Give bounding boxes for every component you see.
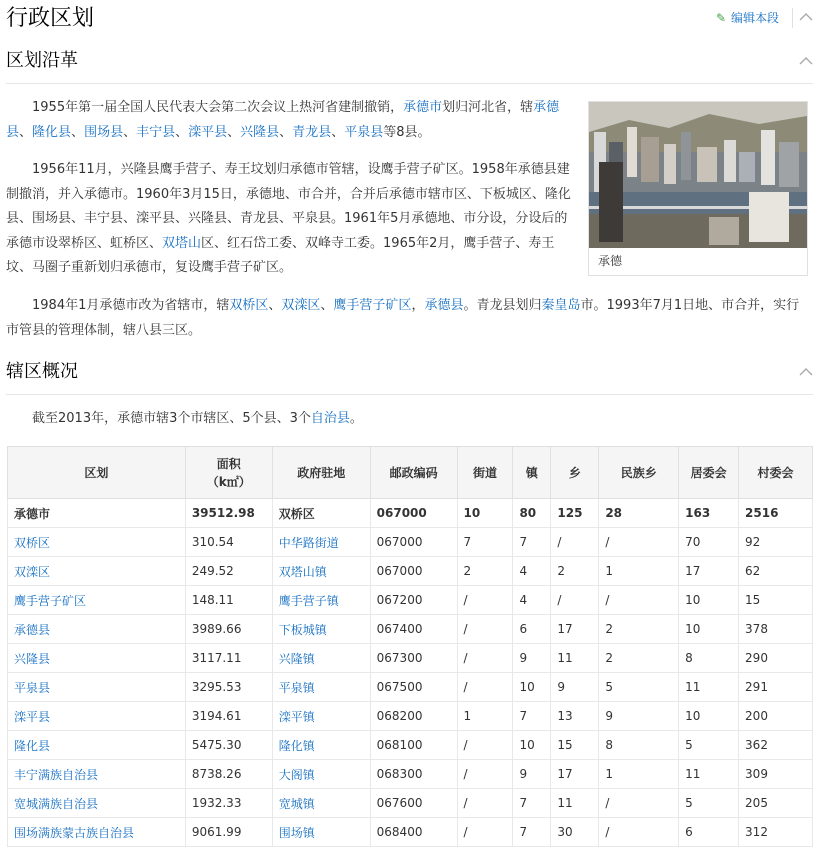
table-cell: 6 [513,615,551,644]
table-cell: / [457,586,513,615]
collapse-history-chevron-up-icon[interactable] [799,56,813,65]
table-cell: / [457,644,513,673]
table-cell: 4 [513,557,551,586]
table-cell: 9 [513,760,551,789]
inline-link[interactable]: 自治县 [310,411,350,426]
seat-link[interactable]: 鹰手营子镇 [278,593,339,608]
table-cell: 62 [739,557,813,586]
collapse-overview-chevron-up-icon[interactable] [799,367,813,376]
table-row [8,615,813,644]
table-cell: 068400 [370,818,457,847]
table-row [8,528,813,557]
table-cell: 30 [551,818,599,847]
table-cell: 1 [457,702,513,731]
inline-link[interactable]: 双滦区 [281,298,321,313]
table-cell: 10 [679,586,739,615]
table-cell: 17 [679,557,739,586]
table-cell: 5 [679,789,739,818]
table-cell: 148.11 [185,586,272,615]
table-cell: 9 [513,644,551,673]
seat-link[interactable]: 中华路街道 [278,535,339,550]
table-cell: 17 [551,615,599,644]
table-cell: 067600 [370,789,457,818]
table-cell: 8 [679,644,739,673]
seat-link[interactable]: 双塔山镇 [278,564,327,579]
table-header-row [8,447,813,499]
table-cell: 2 [551,557,599,586]
text-run: 、 [320,298,334,313]
column-header: 居委会 [679,447,739,499]
table-cell: 10 [513,731,551,760]
table-cell: 362 [739,731,813,760]
table-row [8,702,813,731]
inline-link[interactable]: 承德县 [6,100,560,140]
column-header: 邮政编码 [370,447,457,499]
table-cell [272,528,370,557]
table-cell: 3989.66 [185,615,272,644]
table-row [8,499,813,528]
text-run: 划归河北省，辖 [442,100,534,115]
table-cell: 067000 [370,499,457,528]
district-link[interactable]: 滦平县 [14,709,51,724]
table-body [8,499,813,847]
table-cell: 7 [513,702,551,731]
text-run: 区、红石岱工委、双峰寺工委。1965年2月，鹰手营子、寿王坟、马圈子重新划归承德市，复设鹰手营子矿区。 [6,235,555,275]
column-header: 政府驻地 [272,447,370,499]
table-cell: 11 [551,789,599,818]
table-cell: 068100 [370,731,457,760]
table-cell [272,586,370,615]
inline-link[interactable]: 双桥区 [229,298,269,313]
table-cell: 5 [599,673,679,702]
table-cell [8,818,186,847]
table-cell: / [457,789,513,818]
district-link[interactable]: 宽城满族自治县 [14,796,99,811]
table-cell: 9061.99 [185,818,272,847]
table-cell [272,557,370,586]
table-cell [272,615,370,644]
district-link[interactable]: 围场满族蒙古族自治县 [14,825,135,840]
overview-intro [6,407,806,432]
text-run: 、 [268,298,282,313]
table-cell: 1 [599,557,679,586]
column-header: 民族乡 [599,447,679,499]
city-photo-figure[interactable] [588,101,808,276]
table-cell: 125 [551,499,599,528]
district-link[interactable]: 丰宁满族自治县 [14,767,99,782]
history-paragraph-1 [6,96,566,145]
table-cell: 11 [551,644,599,673]
table-row [8,731,813,760]
table-cell: 291 [739,673,813,702]
district-link[interactable]: 双桥区 [14,535,51,550]
table-cell: 8 [599,731,679,760]
seat-link[interactable]: 下板城镇 [278,622,327,637]
inline-link[interactable]: 围场县 [84,124,124,140]
table-cell: 2 [457,557,513,586]
table-cell: 6 [679,818,739,847]
table-cell: 39512.98 [185,499,272,528]
table-cell: / [457,731,513,760]
table-cell: 5475.30 [185,731,272,760]
table-cell: / [599,818,679,847]
table-cell: 10 [679,702,739,731]
table-cell: 92 [739,528,813,557]
district-link[interactable]: 双滦区 [14,564,51,579]
table-row [8,557,813,586]
table-cell: 3295.53 [185,673,272,702]
table-cell: 2516 [739,499,813,528]
text-run: 市。1993年7月1日地、市合并，实行市管县的管理体制，辖八县三区。 [6,298,800,338]
inline-link[interactable]: 秦皇岛 [541,298,581,313]
pencil-icon: ✎ [715,11,727,25]
district-link[interactable]: 隆化县 [14,738,51,753]
seat-link[interactable]: 隆化镇 [278,738,315,753]
inline-link[interactable]: 青龙县 [292,124,332,140]
section-title-overview: 辖区概况 [6,361,78,382]
table-cell: 15 [739,586,813,615]
table-cell: 9 [599,702,679,731]
text-run: 等8县。 [383,124,431,140]
text-run: 。 [349,411,363,426]
table-cell: 13 [551,702,599,731]
inline-link[interactable]: 鹰手营子矿区 [333,298,412,313]
photo-caption: 承德 [598,254,623,268]
table-cell: 310.54 [185,528,272,557]
table-cell: 067300 [370,644,457,673]
text-run: 、 [279,124,293,140]
text-run: 、 [331,124,345,140]
seat-link[interactable]: 平泉镇 [278,680,315,695]
table-cell: 290 [739,644,813,673]
table-cell: 15 [551,731,599,760]
table-cell: 2 [599,644,679,673]
section-divider [6,394,813,395]
table-cell: / [457,818,513,847]
table-cell [8,557,186,586]
inline-link[interactable]: 丰宁县 [136,124,176,140]
inline-link[interactable]: 承德市 [403,100,443,115]
table-cell [8,528,186,557]
district-link[interactable]: 鹰手营子矿区 [14,593,87,608]
inline-link[interactable]: 双塔山 [162,235,202,251]
inline-link[interactable]: 兴隆县 [240,124,280,140]
table-cell: 3194.61 [185,702,272,731]
table-cell [8,586,186,615]
seat-link[interactable]: 围场镇 [278,825,315,840]
table-cell: 163 [679,499,739,528]
table-cell [272,818,370,847]
table-cell: 067000 [370,557,457,586]
table-cell: 9 [551,673,599,702]
history-paragraph-3 [6,294,806,343]
table-cell [272,644,370,673]
table-cell [8,644,186,673]
table-cell: 10 [679,615,739,644]
table-cell [272,731,370,760]
table-cell: 11 [679,760,739,789]
column-header: 区划 [8,447,186,499]
table-cell: / [457,760,513,789]
seat-link[interactable]: 兴隆镇 [278,651,315,666]
table-cell: / [551,586,599,615]
table-cell [8,760,186,789]
table-cell: / [457,673,513,702]
district-link[interactable]: 承德县 [14,622,51,637]
table-cell: 70 [679,528,739,557]
table-cell: / [599,586,679,615]
table-cell: / [599,528,679,557]
edit-label: 编辑本段 [730,11,779,25]
history-paragraph-2 [6,158,571,281]
table-cell: 10 [457,499,513,528]
table-cell: 068200 [370,702,457,731]
table-cell: 067000 [370,528,457,557]
text-run: 截至2013年，承德市辖3个市辖区、5个县、3个 [32,411,311,426]
text-run: 、 [123,124,137,140]
table-cell [8,673,186,702]
table-cell: 11 [679,673,739,702]
table-cell: 承德市 [8,499,186,528]
table-cell [272,789,370,818]
column-header: 街道 [457,447,513,499]
table-cell [272,673,370,702]
page-title: 行政区划 [6,6,95,31]
inline-link[interactable]: 平泉县 [344,124,384,140]
table-cell: 249.52 [185,557,272,586]
table-cell: 3117.11 [185,644,272,673]
seat-link[interactable]: 大阁镇 [278,767,315,782]
table-cell: 28 [599,499,679,528]
table-cell: 17 [551,760,599,789]
text-run: 、 [19,124,33,140]
table-row [8,760,813,789]
table-cell: 4 [513,586,551,615]
table-cell: 7 [513,818,551,847]
table-cell: 067200 [370,586,457,615]
table-cell: 7 [457,528,513,557]
section-divider [6,83,813,84]
table-cell [8,789,186,818]
table-cell: 双桥区 [272,499,370,528]
table-cell: 1932.33 [185,789,272,818]
table-cell [8,702,186,731]
table-row [8,673,813,702]
column-header: 乡 [551,447,599,499]
table-cell: 10 [513,673,551,702]
district-link[interactable]: 兴隆县 [14,651,51,666]
table-cell: 312 [739,818,813,847]
table-cell: 2 [599,615,679,644]
table-cell: 8738.26 [185,760,272,789]
table-cell [8,731,186,760]
column-header: 村委会 [739,447,813,499]
toolbar-divider [792,8,793,28]
seat-link[interactable]: 滦平镇 [278,709,315,724]
table-cell: 1 [599,760,679,789]
table-cell: 205 [739,789,813,818]
seat-link[interactable]: 宽城镇 [278,796,315,811]
table-cell: 80 [513,499,551,528]
table-cell: / [599,789,679,818]
table-row [8,789,813,818]
text-run: 、 [227,124,241,140]
text-run: 1984年1月承德市改为省辖市，辖 [32,298,230,313]
text-run: 。青龙县划归 [463,298,542,313]
collapse-page-chevron-up-icon[interactable] [799,12,813,21]
table-cell: 378 [739,615,813,644]
column-header: 面积 （k㎡） [185,447,272,499]
table-cell: 067500 [370,673,457,702]
text-run: ， [411,298,425,313]
text-run: 、 [71,124,85,140]
city-photo[interactable] [589,102,807,248]
inline-link[interactable]: 滦平县 [188,124,228,140]
table-row [8,818,813,847]
district-link[interactable]: 平泉县 [14,680,51,695]
table-row [8,644,813,673]
table-row [8,586,813,615]
table-cell: 200 [739,702,813,731]
text-run: 1955年第一届全国人民代表大会第二次会议上热河省建制撤销， [32,100,404,115]
table-cell: / [551,528,599,557]
text-run: 1956年11月，兴隆县鹰手营子、寿王坟划归承德市管辖，设鹰手营子矿区。1958年承德县建制撤消，并入承德市。1960年3月15日，承德地、市合并，合并后承德市辖市区、下板城区、隆化县、围场县、丰宁县、滦平县、兴隆县、青龙县、平泉县。1961年5月承德地、市分设，分设后的承德市设翠桥区、虹桥区、 [6,162,571,251]
table-cell: 309 [739,760,813,789]
inline-link[interactable]: 隆化县 [32,124,72,140]
inline-link[interactable]: 承德县 [424,298,464,313]
table-cell: 7 [513,528,551,557]
table-cell: / [457,615,513,644]
edit-section-button[interactable] [716,9,779,27]
column-header: 镇 [513,447,551,499]
table-cell [8,615,186,644]
table-cell: 7 [513,789,551,818]
section-title-history: 区划沿革 [6,50,78,71]
district-table [7,446,813,847]
table-cell: 067400 [370,615,457,644]
table-cell: 068300 [370,760,457,789]
table-cell [272,702,370,731]
table-cell: 5 [679,731,739,760]
table-cell [272,760,370,789]
text-run: 、 [175,124,189,140]
